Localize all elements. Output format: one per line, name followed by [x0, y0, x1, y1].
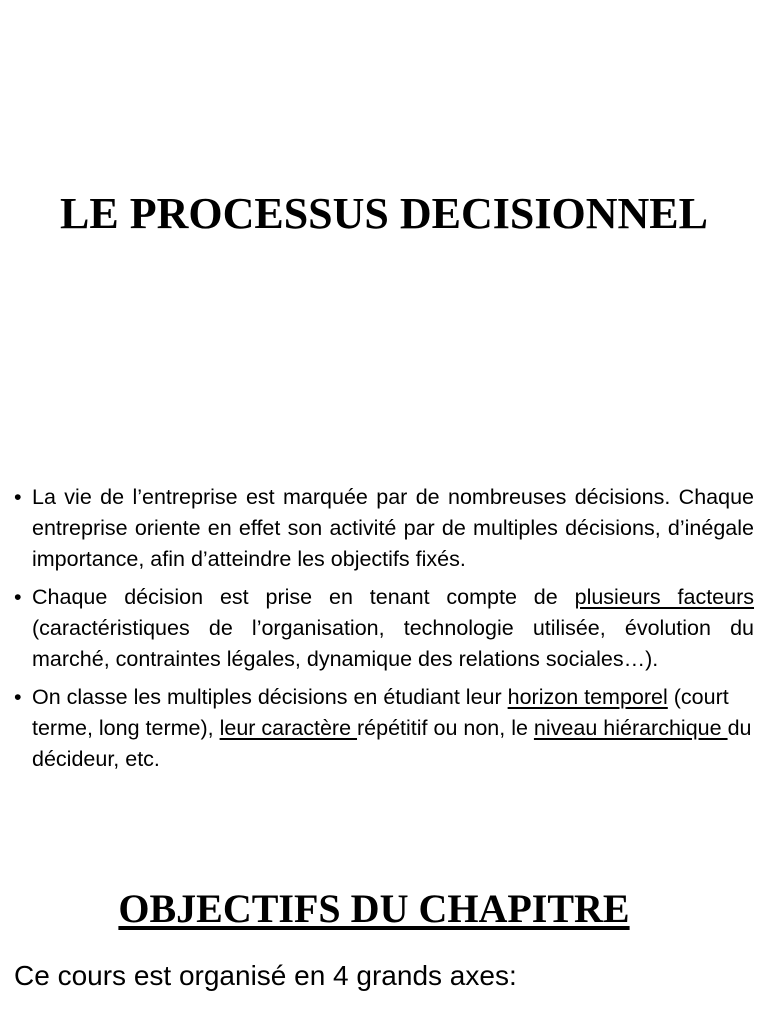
bullet-icon: •	[14, 485, 22, 509]
underlined-term: plusieurs facteurs	[574, 585, 755, 609]
bullet-text: du décideur, etc.	[32, 716, 752, 771]
bullet-item-1	[14, 482, 754, 575]
section-title: OBJECTIFS DU CHAPITRE	[118, 886, 630, 931]
underlined-term: horizon temporel	[507, 685, 668, 709]
bullet-item-3	[14, 682, 754, 775]
bullet-item-2	[14, 582, 754, 675]
bullet-text: La vie de l’entreprise est marquée par de nombreuses décisions. Chaque entreprise oriente en effet son activité par de multiples décisions, d’inégale importance, afin d’atteindre les objectifs fixés.	[32, 485, 754, 571]
bullet-icon: •	[14, 585, 22, 609]
bullet-text: (caractéristiques de l’organisation, technologie utilisée, évolution du marché, contraintes légales, dynamique des relations sociales…).	[32, 616, 754, 671]
page-title: LE PROCESSUS DECISIONNEL	[60, 189, 708, 238]
intro-text: Ce cours est organisé en 4 grands axes:	[14, 960, 517, 991]
bullet-text: On classe les multiples décisions en étudiant leur	[32, 685, 508, 709]
bullet-text: Chaque décision est prise en tenant compte de	[32, 585, 575, 609]
bullet-text: répétitif ou non, le	[357, 716, 534, 740]
underlined-term: niveau hiérarchique	[533, 716, 728, 740]
bullet-icon: •	[14, 685, 22, 709]
underlined-term: leur caractère	[219, 716, 358, 740]
bullet-list	[14, 482, 754, 782]
bullet-text: (court terme, long terme),	[32, 685, 729, 740]
